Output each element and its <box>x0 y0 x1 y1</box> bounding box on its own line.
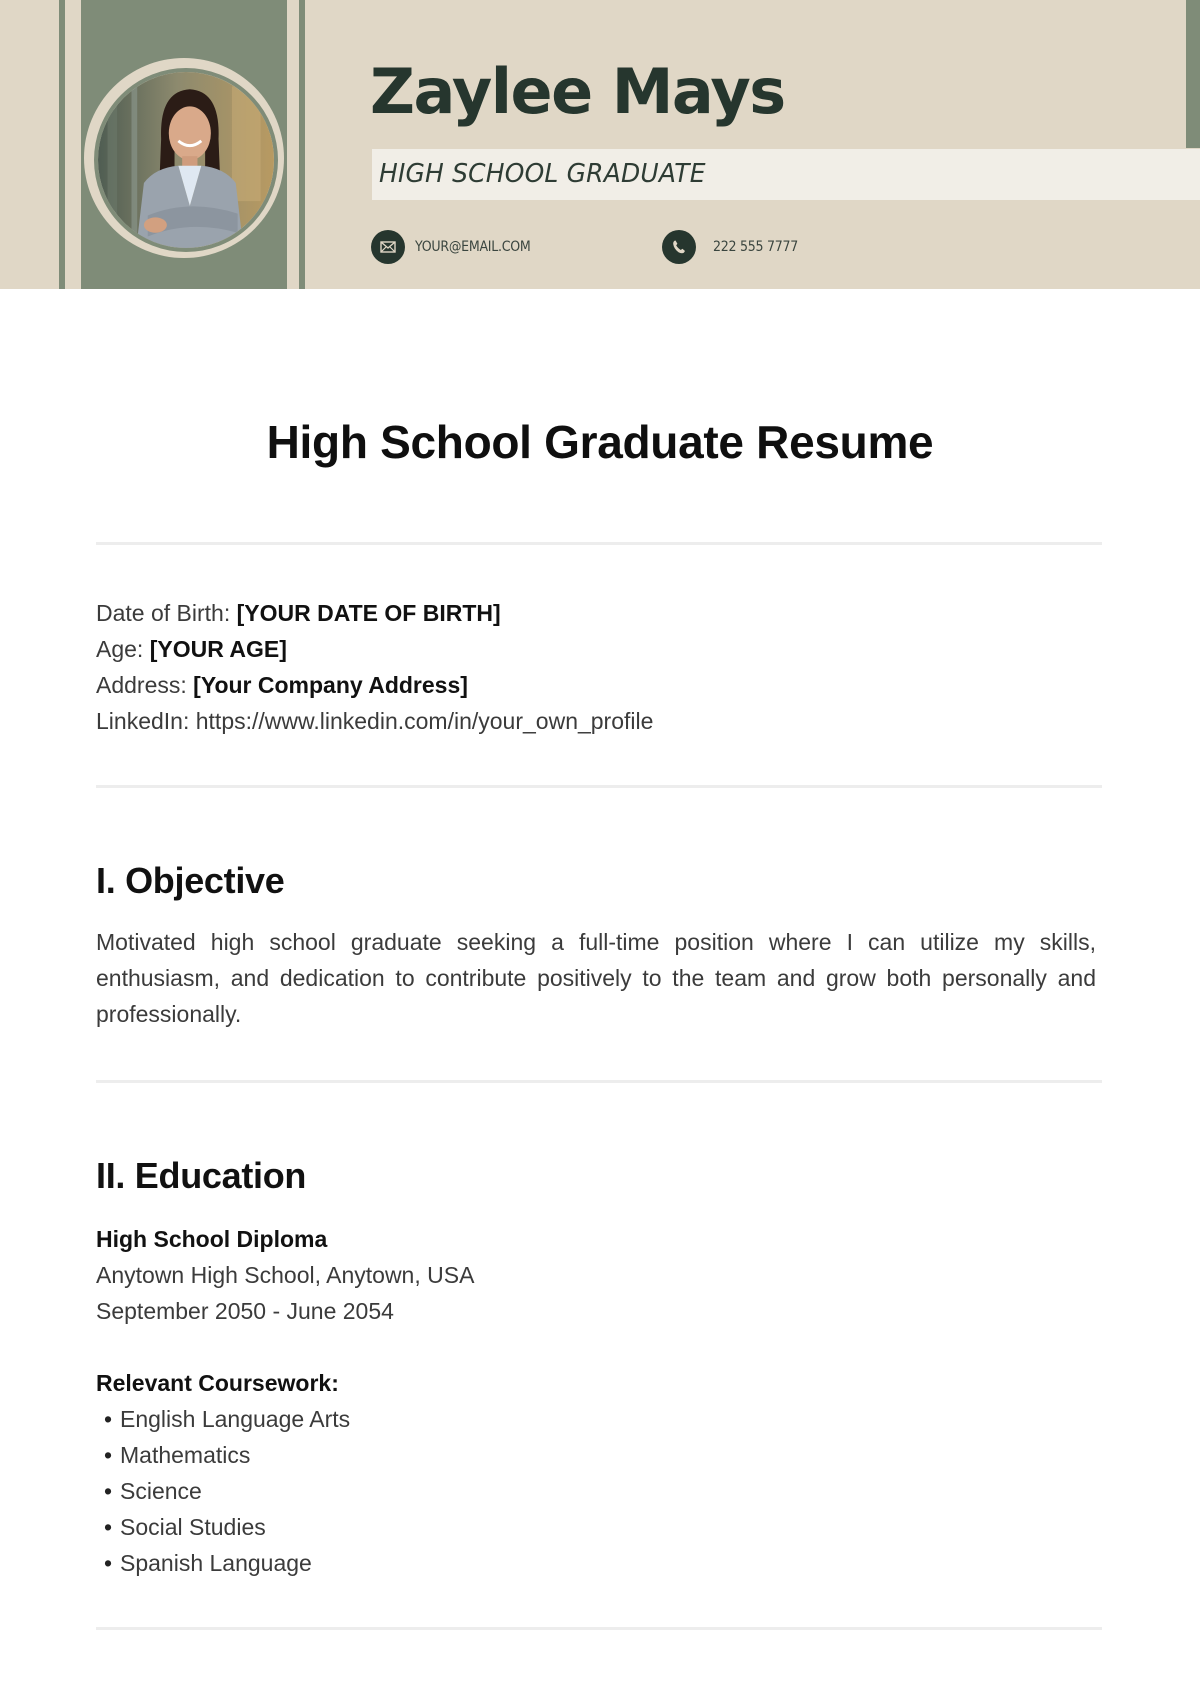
info-value: [YOUR DATE OF BIRTH] <box>236 600 501 626</box>
profile-photo <box>94 68 278 252</box>
candidate-name: Zaylee Mays <box>370 55 785 128</box>
candidate-headline: HIGH SCHOOL GRADUATE <box>379 159 706 189</box>
info-value: [YOUR AGE] <box>149 636 287 662</box>
bullet-icon: • <box>104 1514 113 1540</box>
info-label: Date of Birth: <box>96 600 237 626</box>
resume-header <box>0 0 1200 289</box>
divider <box>96 1627 1102 1630</box>
personal-info <box>96 595 653 739</box>
divider <box>96 785 1102 788</box>
decorative-right-bar <box>1186 0 1200 148</box>
linkedin-link[interactable]: https://www.linkedin.com/in/your_own_profile <box>195 708 654 734</box>
envelope-icon <box>371 230 405 264</box>
decorative-stripe <box>59 0 65 289</box>
list-item: • Mathematics <box>96 1437 474 1473</box>
objective-text: Motivated high school graduate seeking a full-time position where I can utilize my skills, enthusiasm, and dedication to contribute positively to the team and grow both personally and professionally. <box>96 929 1096 1027</box>
info-row-linkedin <box>96 703 653 739</box>
list-item: • English Language Arts <box>96 1401 474 1437</box>
info-label: Age: <box>96 636 150 662</box>
list-item: • Social Studies <box>96 1509 474 1545</box>
section-heading-objective: I. Objective <box>96 860 285 901</box>
contact-email <box>371 230 543 264</box>
school-name: Anytown High School, Anytown, USA <box>96 1262 475 1288</box>
info-row-age <box>96 631 653 667</box>
phone-icon <box>662 230 696 264</box>
education-dates: September 2050 - June 2054 <box>96 1298 394 1324</box>
divider <box>96 1080 1102 1083</box>
info-row-date-of-birth <box>96 595 653 631</box>
bullet-icon: • <box>104 1478 113 1504</box>
bullet-icon: • <box>104 1442 113 1468</box>
info-label: Address: <box>96 672 194 698</box>
list-item: • Science <box>96 1473 474 1509</box>
phone-text[interactable]: 222 555 7777 <box>713 239 798 255</box>
bullet-icon: • <box>104 1406 113 1432</box>
person-photo-icon <box>98 72 274 248</box>
section-heading-education: II. Education <box>96 1155 307 1196</box>
contact-phone <box>662 230 807 264</box>
education-entry <box>96 1221 474 1581</box>
coursework-list <box>96 1401 474 1581</box>
divider <box>96 542 1102 545</box>
coursework-label: Relevant Coursework: <box>96 1370 339 1396</box>
degree-title: High School Diploma <box>96 1226 328 1252</box>
document-title: High School Graduate Resume <box>266 416 934 468</box>
info-value: [Your Company Address] <box>193 672 468 698</box>
email-text[interactable]: YOUR@EMAIL.COM <box>415 239 531 255</box>
bullet-icon: • <box>104 1550 113 1576</box>
info-label: LinkedIn: <box>96 708 196 734</box>
list-item: • Spanish Language <box>96 1545 474 1581</box>
decorative-stripe <box>299 0 305 289</box>
info-row-address <box>96 667 653 703</box>
